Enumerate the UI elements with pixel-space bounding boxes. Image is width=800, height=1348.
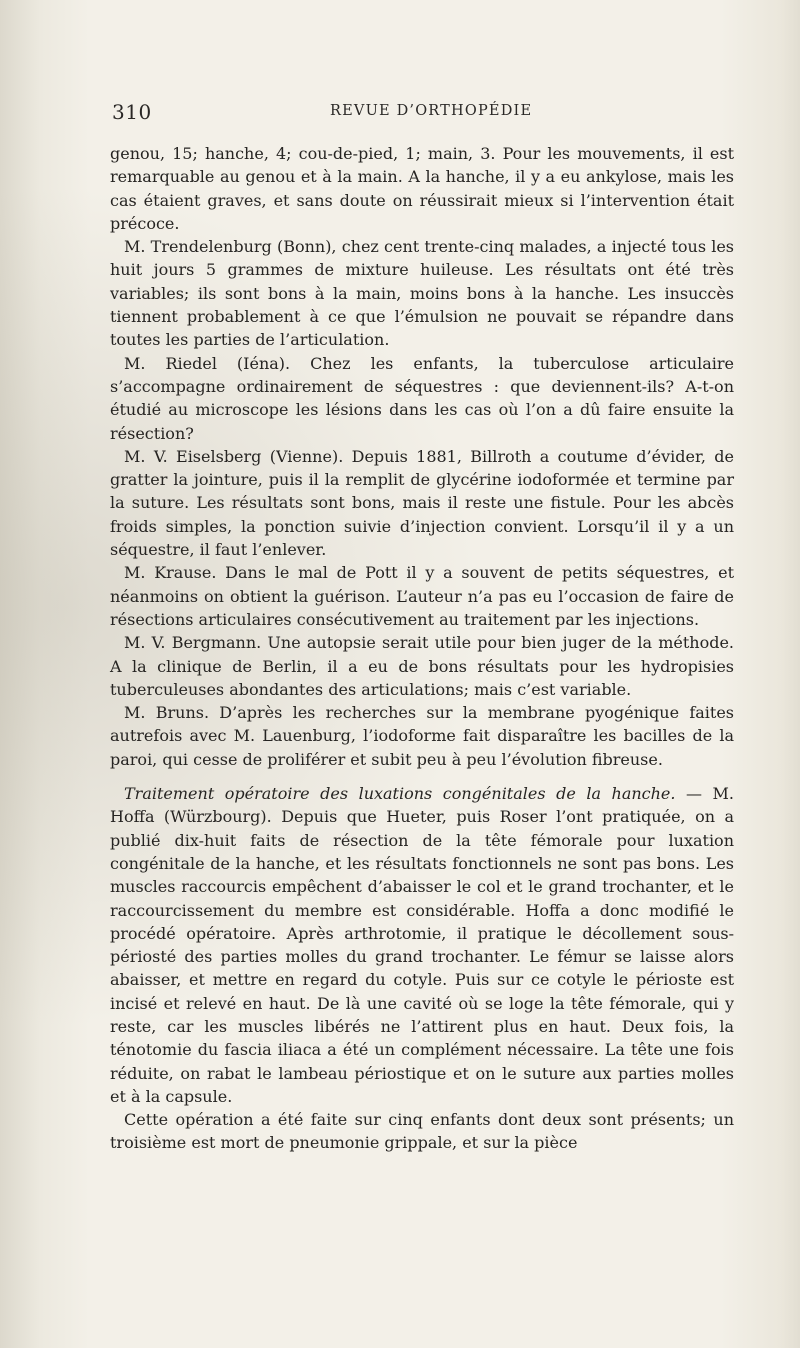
- article-body: [110, 142, 734, 1155]
- page-number: 310: [112, 100, 152, 124]
- paragraph: M. Krause. Dans le mal de Pott il y a souvent de petits séquestres, et néanmoins on obtient la guérison. L’auteur n’a pas eu l’occasion de faire de résections articulaires consécutivement au traitement par les injections.: [110, 563, 734, 629]
- paragraph: M. Bruns. D’après les recherches sur la membrane pyogénique faites autrefois avec M. Lauenburg, l’iodoforme fait disparaître les bacilles de la paroi, qui cesse de proliférer et subit peu à peu l’évolution fibreuse.: [110, 703, 734, 769]
- paragraph: M. Trendelenburg (Bonn), chez cent trente-cinq malades, a injecté tous les huit jours 5 grammes de mixture huileuse. Les résultats ont été très variables; ils sont bons à la main, moins bons à la hanche. Les insuccès tiennent probablement à ce que l’émulsion ne pouvait se répandre dans toutes les parties de l’articulation.: [110, 237, 734, 350]
- paragraph: M. V. Bergmann. Une autopsie serait utile pour bien juger de la méthode. A la clinique de Berlin, il a eu de bons résultats pour les hydropisies tuberculeuses abondantes des articulations; mais c’est variable.: [110, 633, 734, 699]
- section-paragraph: [110, 782, 734, 1108]
- section-title: Traitement opératoire des luxations congénitales de la hanche.: [124, 784, 676, 804]
- paragraph: genou, 15; hanche, 4; cou-de-pied, 1; main, 3. Pour les mouvements, il est remarquable au genou et à la main. A la hanche, il y a eu ankylose, mais les cas étaient graves, et sans doute on réussirait mieux si l’intervention était précoce.: [110, 144, 734, 233]
- running-title: REVUE D’ORTHOPÉDIE: [330, 103, 533, 119]
- section-dash: —: [675, 784, 713, 804]
- page-header: [112, 100, 732, 130]
- paragraph: M. Riedel (Iéna). Chez les enfants, la tuberculose articulaire s’accompagne ordinairement de séquestres : que deviennent-ils? A-t-on étudié au microscope les lésions dans les cas où l’on a dû faire ensuite la résection?: [110, 353, 734, 443]
- paragraph: M. V. Eiselsberg (Vienne). Depuis 1881, Billroth a coutume d’évider, de gratter la jointure, puis il la remplit de glycérine iodoformée et termine par la suture. Les résultats sont bons, mais il reste une fistule. Pour les abcès froids simples, la ponction suivie d’injection convient. Lorsqu’il il y a un séquestre, il faut l’enlever.: [110, 446, 734, 560]
- paragraph: Cette opération a été faite sur cinq enfants dont deux sont présents; un troisième est mort de pneumonie grippale, et sur la pièce: [110, 1110, 734, 1153]
- section-text: M. Hoffa (Würzbourg). Depuis que Hueter, puis Roser l’ont pratiquée, on a publié dix-huit faits de résection de la tête fémorale pour luxation congénitale de la hanche, et les résultats fonctionnels ne sont pas bons. Les muscles raccourcis empêchent d’abaisser le col et le grand trochanter, et le raccourcissement du membre est considérable. Hoffa a donc modifié le procédé opératoire. Après arthrotomie, il pratique le décollement sous-périosté des parties molles du grand trochanter. Le fémur se laisse alors abaisser, et mettre en regard du cotyle. Puis sur ce cotyle le périoste est incisé et relevé en haut. De là une cavité où se loge la tête fémorale, qui y reste, car les muscles libérés ne l’attirent plus en haut. Deux fois, la ténotomie du fascia iliaca a été un complément nécessaire. La tête une fois réduite, on rabat le lambeau périostique et on le suture aux parties molles et à la capsule.: [110, 784, 734, 1106]
